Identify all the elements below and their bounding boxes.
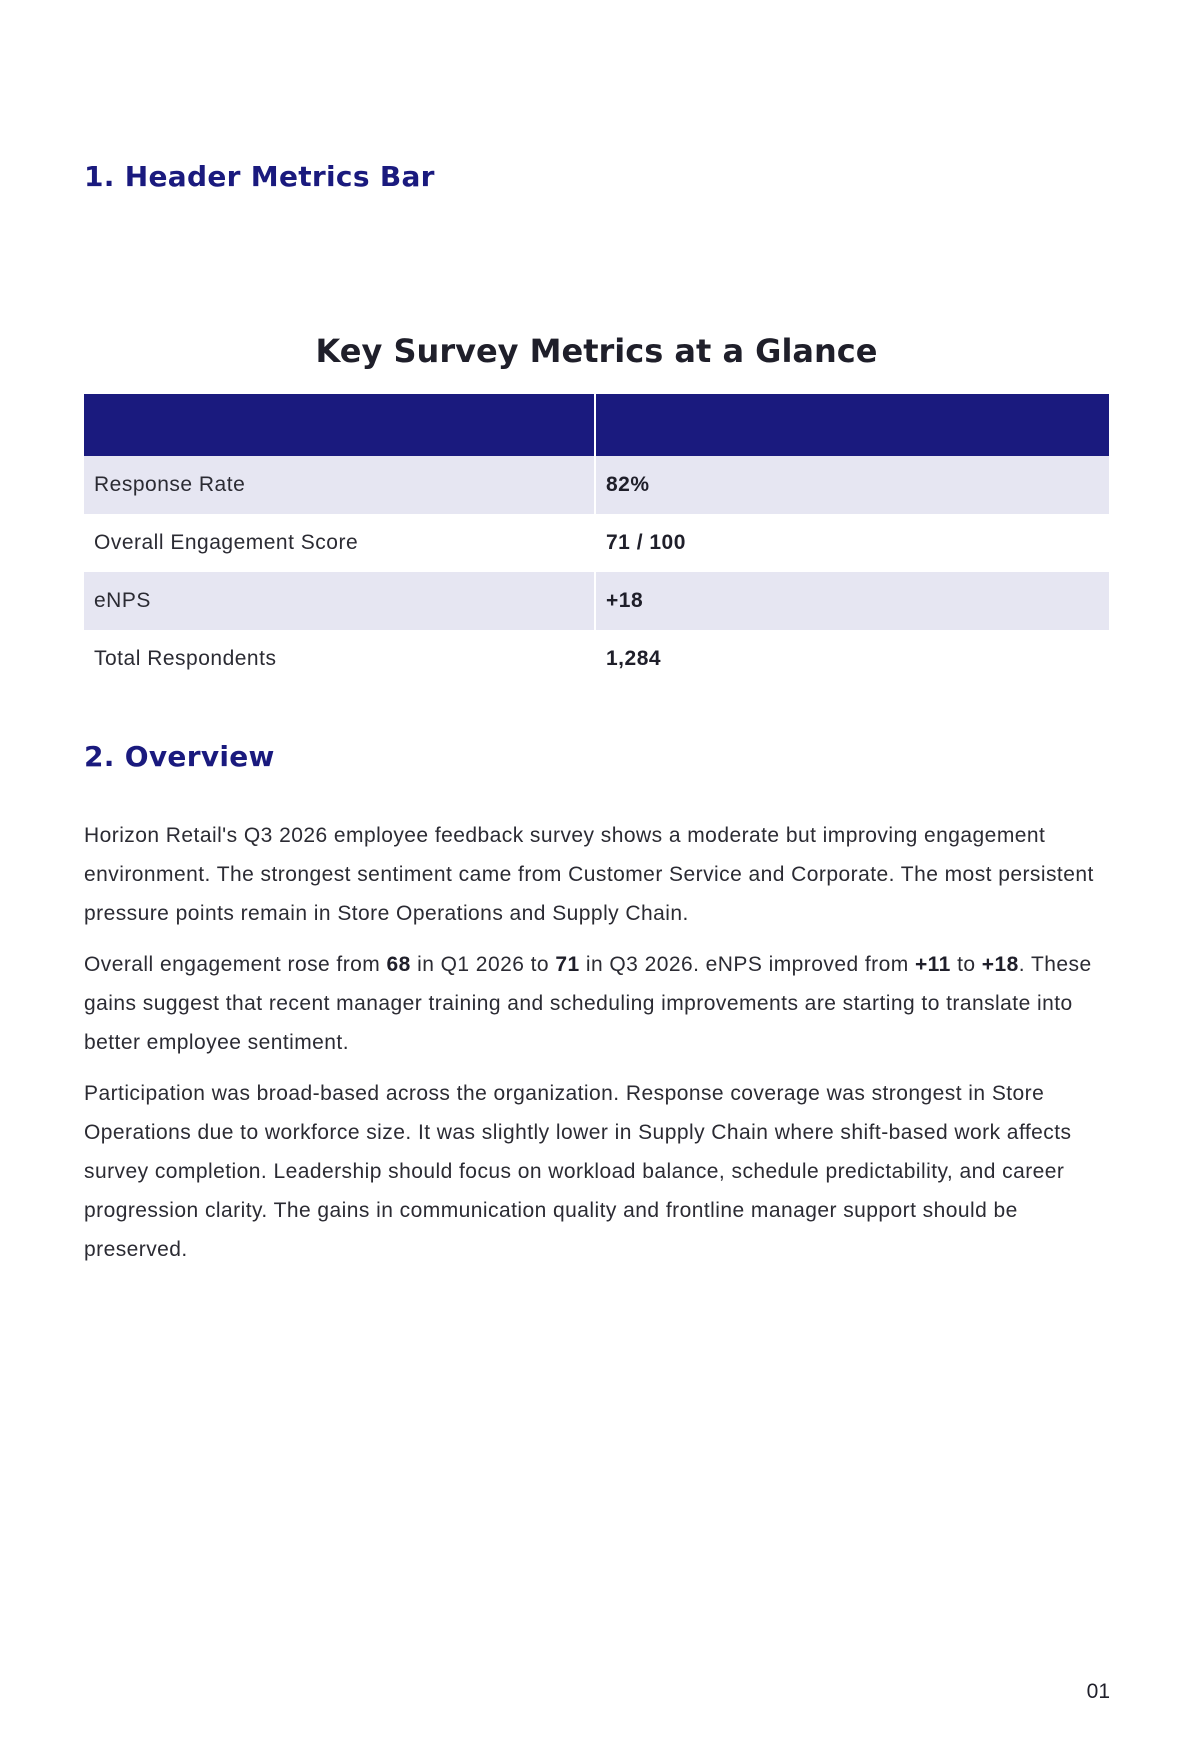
text-run: . These gains suggest that recent manager training and scheduling improvements are starting to translate into better employee sentiment. [84, 953, 1092, 1054]
overview-body [84, 816, 1114, 1281]
page-number: 01 [1086, 1680, 1110, 1703]
emphasis-value: 71 [555, 953, 580, 976]
overview-paragraph: Horizon Retail's Q3 2026 employee feedback survey shows a moderate but improving engagement environment. The strongest sentiment came from Customer Service and Corporate. The most persistent pressure points remain in Store Operations and Supply Chain. [84, 824, 1094, 925]
metric-label: Overall Engagement Score [84, 514, 595, 572]
table-header-cell [595, 394, 1109, 456]
metric-label: Total Respondents [84, 630, 595, 688]
metric-label: Response Rate [84, 456, 595, 514]
metric-label: eNPS [84, 572, 595, 630]
overview-paragraph: Participation was broad-based across the organization. Response coverage was strongest in Store Operations due to workforce size. It was slightly lower in Supply Chain where shift-based work affects survey completion. Leadership should focus on workload balance, schedule predictability, and career progression clarity. The gains in communication quality and frontline manager support should be preserved. [84, 1082, 1072, 1261]
table-row [84, 572, 1109, 630]
overview-paragraph [84, 945, 1114, 1062]
table-row [84, 514, 1109, 572]
emphasis-value: 68 [386, 953, 411, 976]
metric-value: +18 [595, 572, 1109, 630]
metrics-table [84, 394, 1109, 688]
emphasis-value: +11 [914, 953, 951, 976]
emphasis-value: +18 [981, 953, 1019, 976]
table-title: Key Survey Metrics at a Glance [315, 332, 878, 370]
text-run: to [950, 953, 982, 976]
metric-value: 71 / 100 [606, 531, 686, 554]
section-heading-overview: 2. Overview [84, 740, 275, 773]
section-heading-header-metrics: 1. Header Metrics Bar [84, 160, 435, 193]
text-run: in Q3 2026. eNPS improved from [579, 953, 915, 976]
metric-value: 82% [595, 456, 1109, 514]
table-row [84, 456, 1109, 514]
text-run: in Q1 2026 to [410, 953, 556, 976]
table-header-row [84, 394, 1109, 456]
table-row [84, 630, 1109, 688]
text-run: Overall engagement rose from [84, 953, 387, 976]
table-header-cell [84, 394, 595, 456]
metric-value: 1,284 [606, 647, 662, 670]
